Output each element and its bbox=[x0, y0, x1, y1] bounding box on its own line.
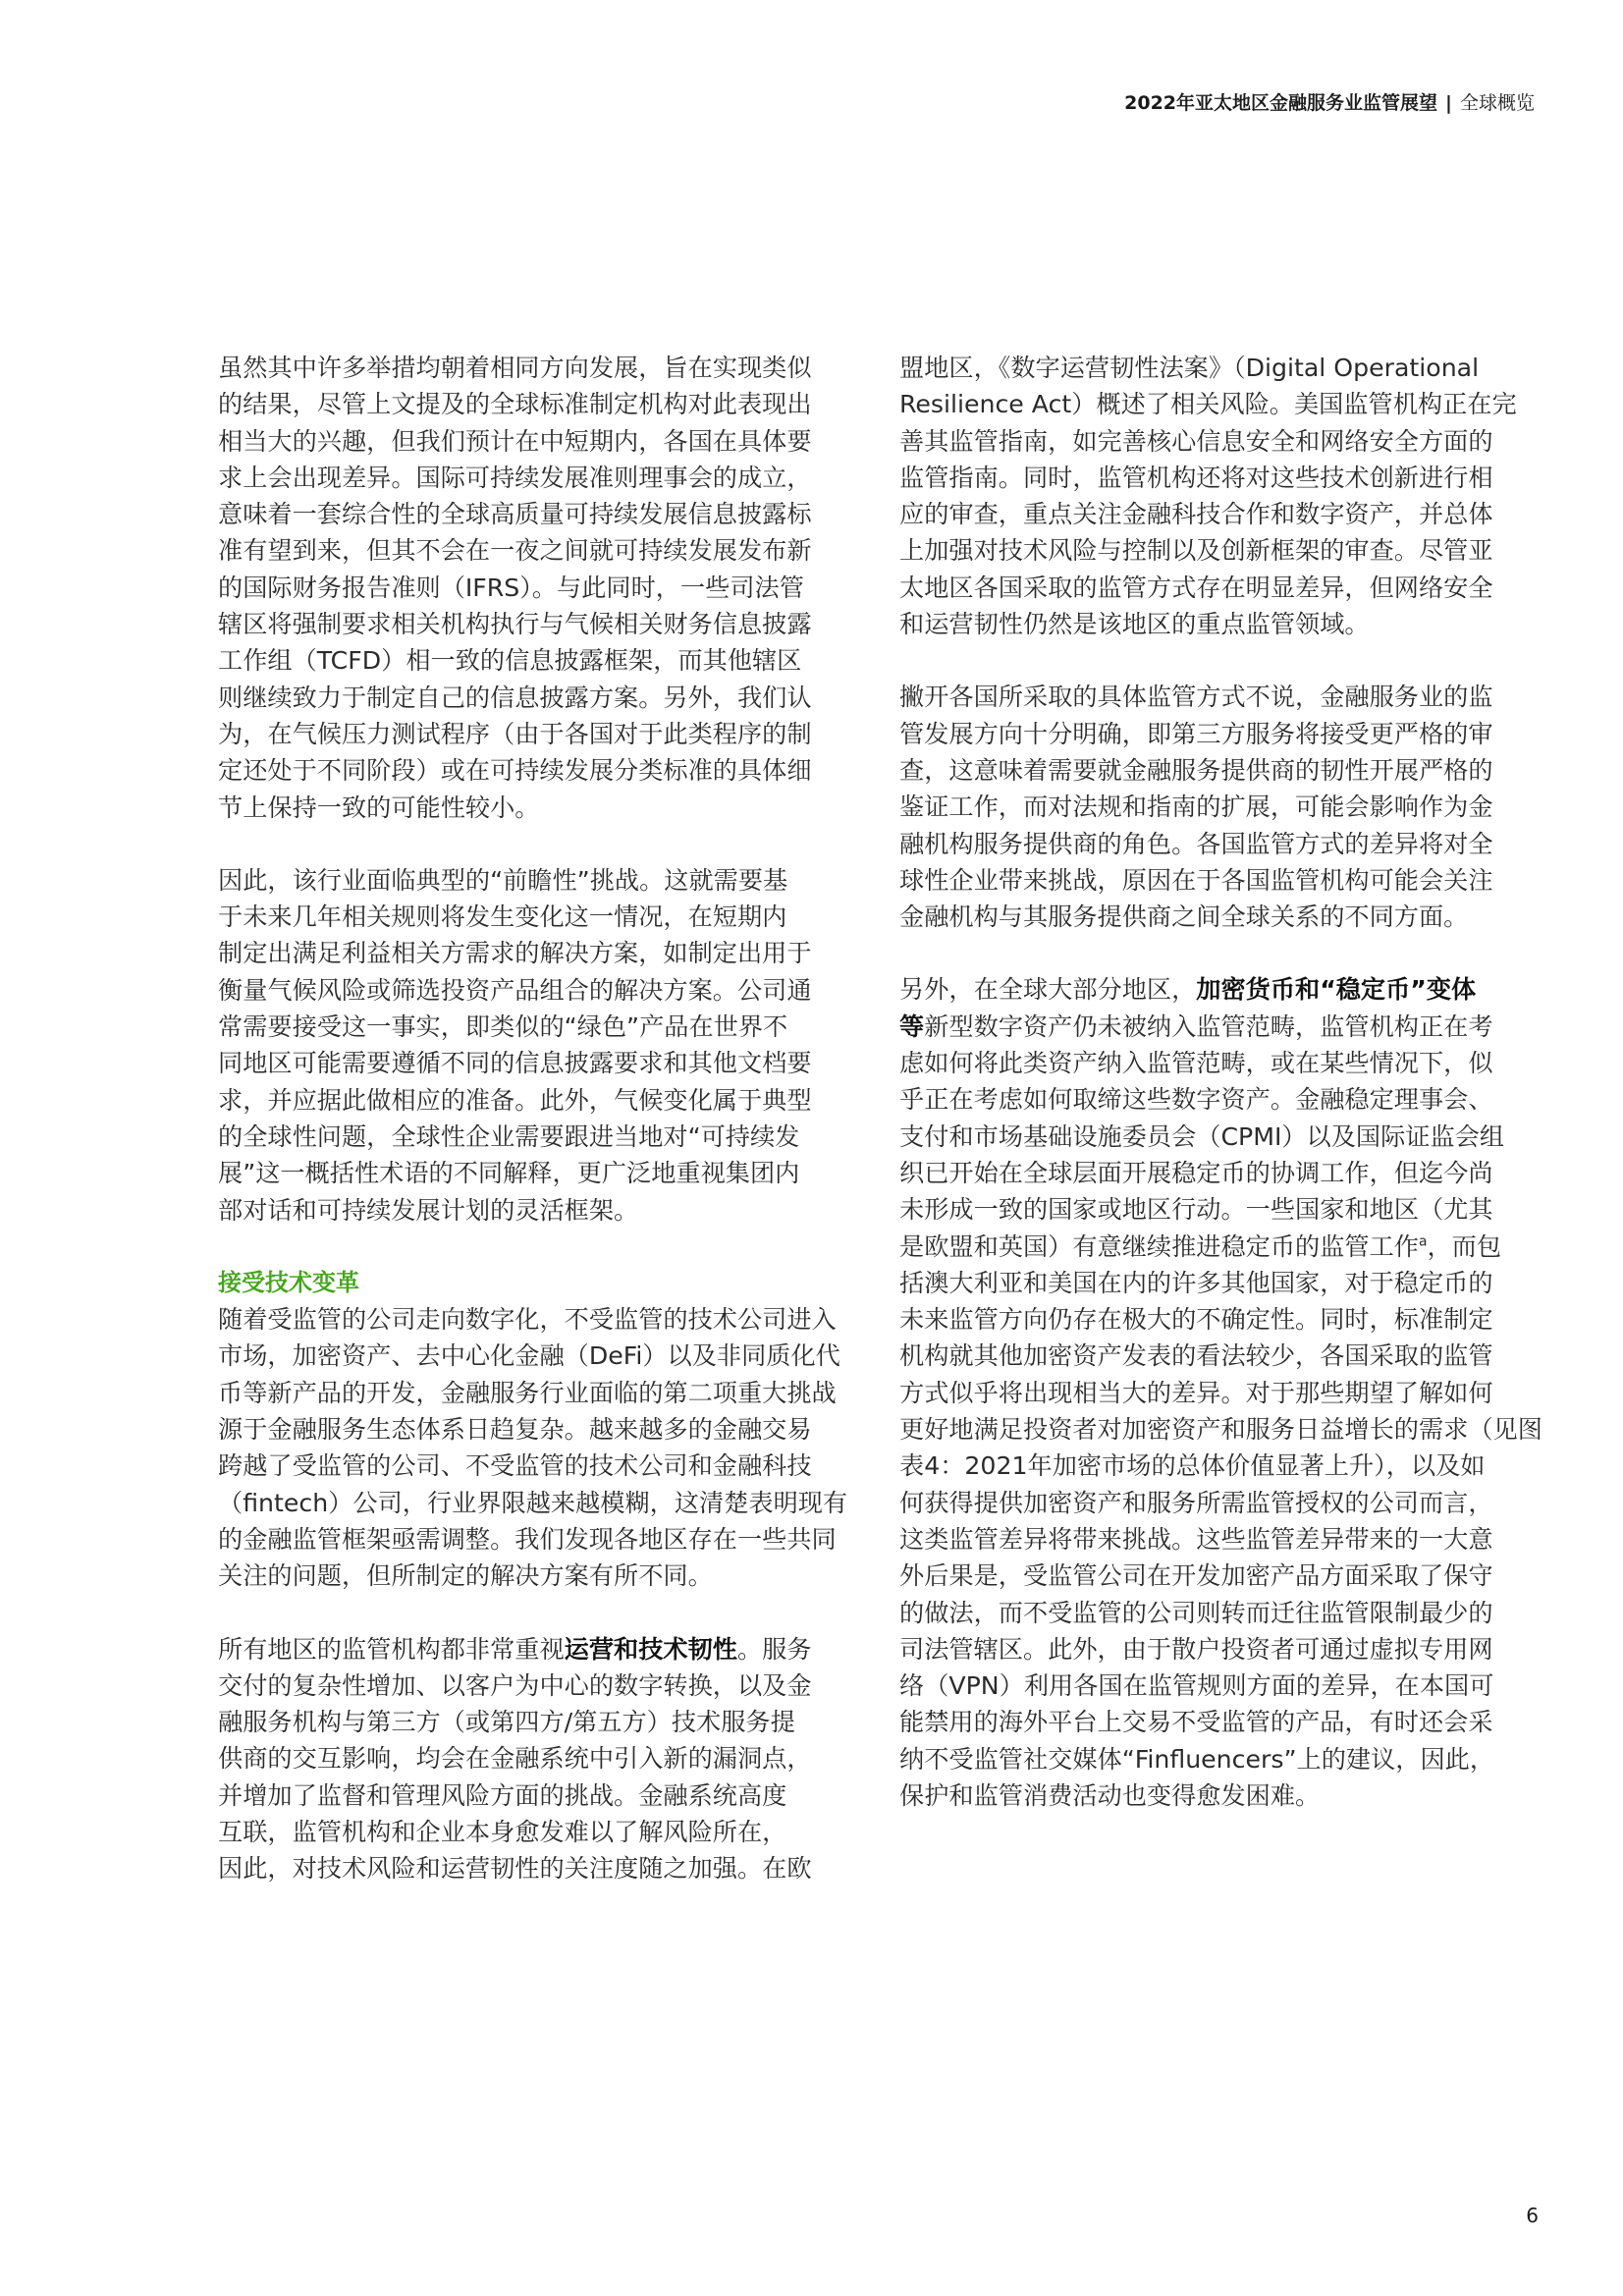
text-line: 融服务机构与第三方（或第四方/第五方）技术服务提 bbox=[218, 1708, 795, 1737]
text-line: 源于金融服务生态体系日趋复杂。越来越多的金融交易 bbox=[218, 1415, 812, 1445]
text-line: 定还处于不同阶段）或在可持续发展分类标准的具体细 bbox=[218, 756, 812, 786]
emphasis-operational-resilience: 运营和技术韧性 bbox=[564, 1634, 737, 1664]
text-line: 展”这一概括性术语的不同解释，更广泛地重视集团内 bbox=[218, 1159, 800, 1188]
running-header bbox=[1124, 90, 1535, 116]
text-line: 币等新产品的开发，金融服务行业面临的第二项重大挑战 bbox=[218, 1378, 837, 1407]
text-line: 太地区各国采取的监管方式存在明显差异，但网络安全 bbox=[899, 573, 1493, 602]
text-line: 虑如何将此类资产纳入监管范畴，或在某些情况下，似 bbox=[899, 1049, 1493, 1078]
text-line: 是欧盟和英国）有意继续推进稳定币的监管工作$^a$，而包 bbox=[899, 1231, 1501, 1261]
text-line: 互联，监管机构和企业本身愈发难以了解风险所在， bbox=[218, 1817, 787, 1846]
text-line: （fintech）公司，行业界限越来越模糊，这清楚表明现有 bbox=[218, 1488, 848, 1517]
page-number: 6 bbox=[1526, 2204, 1539, 2227]
text-line: 司法管辖区。此外，由于散户投资者可通过虚拟专用网 bbox=[899, 1634, 1493, 1664]
text-line: 交付的复杂性增加、以客户为中心的数字转换，以及金 bbox=[218, 1670, 812, 1700]
text-line: 的国际财务报告准则（IFRS）。与此同时，一些司法管 bbox=[218, 573, 804, 602]
text-line: 未形成一致的国家或地区行动。一些国家和地区（尤其 bbox=[899, 1195, 1493, 1225]
text-line: 意味着一套综合性的全球高质量可持续发展信息披露标 bbox=[218, 500, 812, 529]
text-line: 所有地区的监管机构都非常重视运营和技术韧性。服务 bbox=[218, 1634, 812, 1664]
text-line: 机构就其他加密资产发表的看法较少，各国采取的监管 bbox=[899, 1341, 1493, 1371]
text-line: 的结果，尽管上文提及的全球标准制定机构对此表现出 bbox=[218, 390, 812, 419]
text-line: 纳不受监管社交媒体“Finfluencers”上的建议，因此， bbox=[899, 1744, 1495, 1774]
text-line: 应的审查，重点关注金融科技合作和数字资产，并总体 bbox=[899, 500, 1493, 529]
text-line: 方式似乎将出现相当大的差异。对于那些期望了解如何 bbox=[899, 1378, 1493, 1407]
paragraph-third-party bbox=[899, 679, 1547, 935]
crypto-body-rest bbox=[899, 1265, 1547, 1814]
header-separator: | bbox=[1445, 92, 1452, 114]
text-line: 随着受监管的公司走向数字化，不受监管的技术公司进入 bbox=[218, 1305, 837, 1335]
right-column bbox=[899, 350, 1547, 1850]
section-heading-tech-change: 接受技术变革 bbox=[218, 1268, 359, 1296]
text-line: 球性企业带来挑战，原因在于各国监管机构可能会关注 bbox=[899, 865, 1493, 895]
text-line: 于未来几年相关规则将发生变化这一情况，在短期内 bbox=[218, 902, 787, 932]
text-line: 辖区将强制要求相关机构执行与气候相关财务信息披露 bbox=[218, 610, 812, 639]
text-line: 虽然其中许多举措均朝着相同方向发展，旨在实现类似 bbox=[218, 354, 812, 382]
text-line: 保护和监管消费活动也变得愈发困难。 bbox=[899, 1780, 1321, 1810]
text-line: 同地区可能需要遵循不同的信息披露要求和其他文档要 bbox=[218, 1049, 812, 1078]
text-line: 跨越了受监管的公司、不受监管的技术公司和金融科技 bbox=[218, 1451, 812, 1481]
paragraph-disclosure-divergence bbox=[218, 350, 866, 826]
text-line: 部对话和可持续发展计划的灵活框架。 bbox=[218, 1195, 639, 1225]
text-line: 管发展方向十分明确，即第三方服务将接受更严格的审 bbox=[899, 719, 1493, 748]
left-column bbox=[218, 350, 866, 1924]
text-line: 善其监管指南，如完善核心信息安全和网络安全方面的 bbox=[899, 426, 1493, 456]
text-line: 括澳大利亚和美国在内的许多其他国家，对于稳定币的 bbox=[899, 1268, 1493, 1297]
text-line: 撇开各国所采取的具体监管方式不说，金融服务业的监 bbox=[899, 683, 1493, 712]
text-line: 乎正在考虑如何取缔这些数字资产。金融稳定理事会、 bbox=[899, 1085, 1493, 1115]
text-line: 衡量气候风险或筛选投资产品组合的解决方案。公司通 bbox=[218, 975, 812, 1005]
text-line: 能禁用的海外平台上交易不受监管的产品，有时还会采 bbox=[899, 1708, 1493, 1737]
paragraph-crypto bbox=[899, 971, 1547, 1814]
text-line: 求，并应据此做相应的准备。此外，气候变化属于典型 bbox=[218, 1085, 812, 1115]
text-line: 并增加了监督和管理风险方面的挑战。金融系统高度 bbox=[218, 1780, 787, 1810]
text-line: 鉴证工作，而对法规和指南的扩展，可能会影响作为金 bbox=[899, 793, 1493, 822]
text-line: 等新型数字资产仍未被纳入监管范畴，监管机构正在考 bbox=[899, 1011, 1493, 1041]
text-line: 表4：2021年加密市场的总体价值显著上升），以及如 bbox=[899, 1451, 1486, 1481]
text-line: 的金融监管框架亟需调整。我们发现各地区存在一些共同 bbox=[218, 1524, 837, 1554]
text-line: 准有望到来，但其不会在一夜之间就可持续发展发布新 bbox=[218, 536, 812, 566]
text-line: 另外，在全球大部分地区，加密货币和“稳定币”变体 bbox=[899, 975, 1477, 1005]
paragraph-tech-change bbox=[218, 1265, 866, 1595]
text-line: 盟地区，《数字运营韧性法案》（Digital Operational bbox=[899, 354, 1480, 382]
section-name: 全球概览 bbox=[1459, 92, 1535, 114]
text-line: 外后果是，受监管公司在开发加密产品方面采取了保守 bbox=[899, 1561, 1493, 1591]
text-line: 未来监管方向仍存在极大的不确定性。同时，标准制定 bbox=[899, 1305, 1493, 1335]
text-line: 的全球性问题，全球性企业需要跟进当地对“可持续发 bbox=[218, 1121, 800, 1151]
paragraph-dora bbox=[899, 350, 1547, 642]
paragraph-forward-looking-challenge bbox=[218, 862, 866, 1229]
footnote-marker[interactable]: a bbox=[1418, 1233, 1428, 1250]
emphasis-crypto-stablecoin-end: 等 bbox=[899, 1011, 925, 1041]
text-line: 因此，对技术风险和运营韧性的关注度随之加强。在欧 bbox=[218, 1854, 812, 1884]
text-line: 常需要接受这一事实，即类似的“绿色”产品在世界不 bbox=[218, 1012, 788, 1042]
text-line: 关注的问题，但所制定的解决方案有所不同。 bbox=[218, 1561, 713, 1591]
text-line: 监管指南。同时，监管机构还将对这些技术创新进行相 bbox=[899, 463, 1493, 492]
text-line: 节上保持一致的可能性较小。 bbox=[218, 793, 540, 822]
text-line: 市场，加密资产、去中心化金融（DeFi）以及非同质化代 bbox=[218, 1341, 840, 1371]
paragraph-operational-resilience bbox=[218, 1631, 866, 1887]
text-line: 络（VPN）利用各国在监管规则方面的差异，在本国可 bbox=[899, 1671, 1494, 1701]
text-line: 工作组（TCFD）相一致的信息披露框架，而其他辖区 bbox=[218, 646, 802, 676]
operational-resilience-body bbox=[218, 1667, 866, 1887]
text-line: 更好地满足投资者对加密资产和服务日益增长的需求（见图 bbox=[899, 1415, 1542, 1445]
text-line: 查，这意味着需要就金融服务提供商的韧性开展严格的 bbox=[899, 755, 1493, 785]
text-line: 供商的交互影响，均会在金融系统中引入新的漏洞点， bbox=[218, 1744, 812, 1774]
text-line: 和运营韧性仍然是该地区的重点监管领域。 bbox=[899, 610, 1370, 639]
text-line: 则继续致力于制定自己的信息披露方案。另外，我们认 bbox=[218, 683, 812, 712]
text-line: 上加强对技术风险与控制以及创新框架的审查。尽管亚 bbox=[899, 536, 1493, 566]
text-line: 的做法，而不受监管的公司则转而迁往监管限制最少的 bbox=[899, 1598, 1493, 1627]
text-line: 制定出满足利益相关方需求的解决方案，如制定出用于 bbox=[218, 939, 812, 968]
tech-change-body bbox=[218, 1301, 866, 1594]
text-line: 因此，该行业面临典型的“前瞻性”挑战。这就需要基 bbox=[218, 865, 788, 895]
text-line: 求上会出现差异。国际可持续发展准则理事会的成立， bbox=[218, 463, 812, 492]
emphasis-crypto-stablecoin: 加密货币和“稳定币”变体 bbox=[1196, 975, 1477, 1005]
text-line: 织已开始在全球层面开展稳定币的协调工作，但迄今尚 bbox=[899, 1158, 1493, 1187]
report-title: 2022年亚太地区金融服务业监管展望 bbox=[1124, 92, 1438, 114]
text-line: 融机构服务提供商的角色。各国监管方式的差异将对全 bbox=[899, 829, 1493, 858]
text-line: 相当大的兴趣，但我们预计在中短期内，各国在具体要 bbox=[218, 426, 812, 456]
text-line: 金融机构与其服务提供商之间全球关系的不同方面。 bbox=[899, 902, 1469, 932]
text-line: Resilience Act）概述了相关风险。美国监管机构正在完 bbox=[899, 390, 1517, 419]
text-line: 这类监管差异将带来挑战。这些监管差异带来的一大意 bbox=[899, 1524, 1493, 1554]
text-line: 支付和市场基础设施委员会（CPMI）以及国际证监会组 bbox=[899, 1121, 1505, 1151]
crypto-body-mid bbox=[899, 1045, 1547, 1228]
text-line: 为，在气候压力测试程序（由于各国对于此类程序的制 bbox=[218, 719, 812, 748]
text-line: 何获得提供加密资产和服务所需监管授权的公司而言， bbox=[899, 1488, 1493, 1517]
